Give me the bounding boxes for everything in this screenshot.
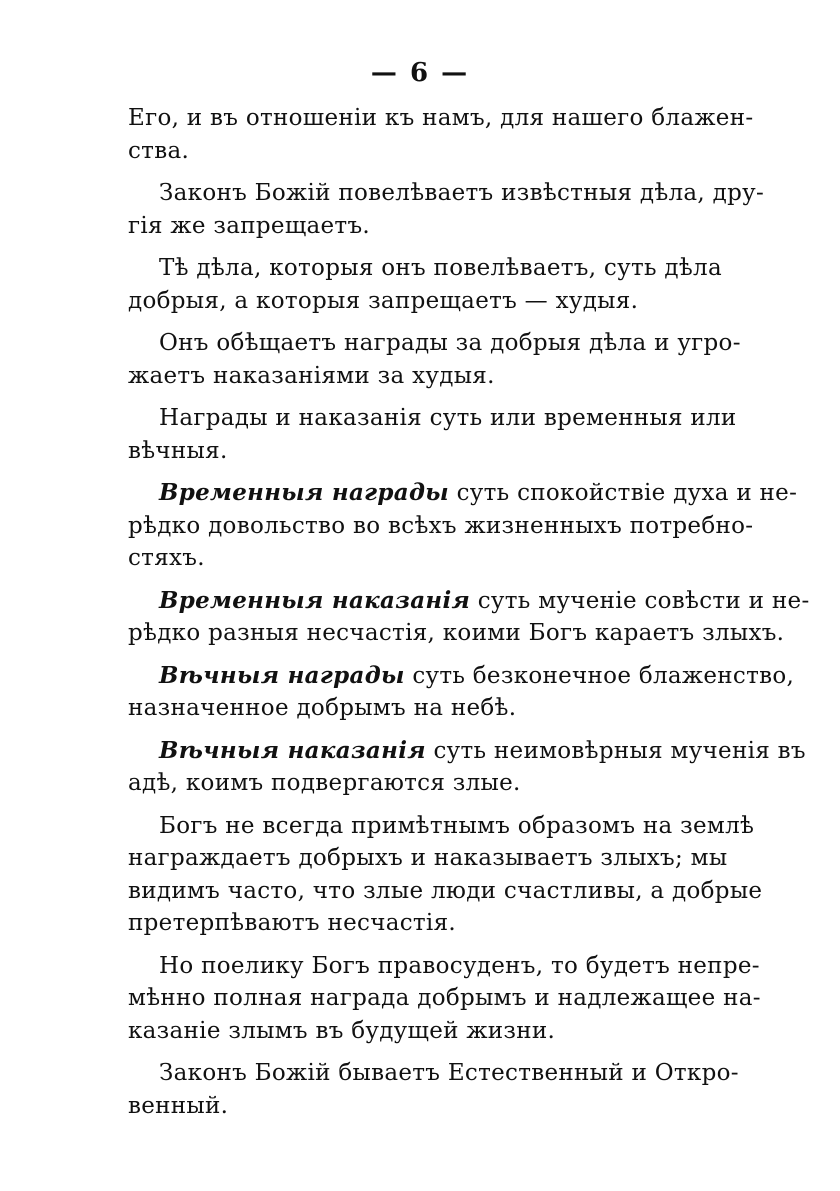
text-line: Награды и наказанія суть или временныя или bbox=[159, 405, 737, 431]
text-line: награждаетъ добрыхъ и наказываетъ злыхъ; мы bbox=[128, 845, 728, 871]
paragraph bbox=[128, 252, 722, 317]
text-line: Богъ не всегда примѣтнымъ образомъ на землѣ bbox=[159, 812, 755, 839]
text-line: гія же запрещаетъ. bbox=[128, 212, 371, 239]
definition-text: суть неимовѣрныя мученія въ bbox=[425, 737, 806, 764]
text-line: стяхъ. bbox=[128, 545, 205, 571]
text-line: видимъ часто, что злые люди счастливы, а добрые bbox=[128, 877, 763, 904]
text-line: назначенное добрымъ на небѣ. bbox=[128, 695, 517, 721]
paragraph bbox=[128, 950, 761, 1048]
text-line: Законъ Божій бываетъ Естественный и Откро- bbox=[159, 1060, 739, 1086]
paragraph bbox=[128, 327, 741, 392]
text-line: претерпѣваютъ несчастія. bbox=[128, 910, 456, 936]
text-line: рѣдко довольство во всѣхъ жизненныхъ потребно- bbox=[128, 512, 754, 539]
defined-term: Вѣчныя награды bbox=[159, 661, 405, 689]
text-line: Но поелику Богъ правосуденъ, то будетъ непре- bbox=[159, 952, 760, 979]
paragraph bbox=[128, 1057, 739, 1122]
text-line: Законъ Божій повелѣваетъ извѣстныя дѣла, дру- bbox=[159, 180, 765, 206]
paragraph-definition bbox=[128, 477, 798, 575]
text-line: Тѣ дѣла, которыя онъ повелѣваетъ, суть дѣла bbox=[159, 255, 722, 281]
definition-text: суть мученіе совѣсти и не- bbox=[470, 587, 810, 614]
text-line bbox=[128, 660, 795, 693]
paragraph-definition bbox=[128, 585, 810, 650]
paragraph-definition bbox=[128, 735, 806, 800]
text-line: ства. bbox=[128, 137, 190, 164]
body-text bbox=[128, 102, 810, 1132]
paragraph bbox=[128, 402, 737, 467]
definition-text: суть безконечное блаженство, bbox=[404, 662, 795, 689]
paragraph bbox=[128, 102, 754, 167]
defined-term: Временныя наказанія bbox=[159, 586, 471, 614]
text-line: Онъ обѣщаетъ награды за добрыя дѣла и угро- bbox=[159, 330, 741, 356]
text-line: казаніе злымъ въ будущей жизни. bbox=[128, 1017, 556, 1044]
defined-term: Временныя награды bbox=[159, 479, 449, 506]
text-line: венный. bbox=[128, 1092, 229, 1119]
text-line: Его, и въ отношеніи къ намъ, для нашего блажен- bbox=[128, 105, 754, 131]
text-line: добрыя, а которыя запрещаетъ — худыя. bbox=[128, 287, 639, 314]
text-line bbox=[128, 735, 806, 768]
text-line: рѣдко разныя несчастія, коими Богъ караетъ злыхъ. bbox=[128, 620, 785, 646]
text-line bbox=[128, 585, 810, 618]
defined-term: Вѣчныя наказанія bbox=[159, 736, 426, 764]
paragraph bbox=[128, 810, 763, 940]
paragraph-definition bbox=[128, 660, 795, 725]
text-line: жаетъ наказаніями за худыя. bbox=[128, 362, 495, 389]
text-line: адѣ, коимъ подвергаются злые. bbox=[128, 770, 521, 796]
paragraph bbox=[128, 177, 765, 242]
page-number: — 6 — bbox=[370, 58, 470, 88]
definition-text: суть спокойствіе духа и не- bbox=[449, 480, 798, 506]
text-line: мѣнно полная награда добрымъ и надлежащее на- bbox=[128, 985, 761, 1011]
text-line bbox=[128, 477, 798, 510]
text-line: вѣчныя. bbox=[128, 437, 228, 464]
